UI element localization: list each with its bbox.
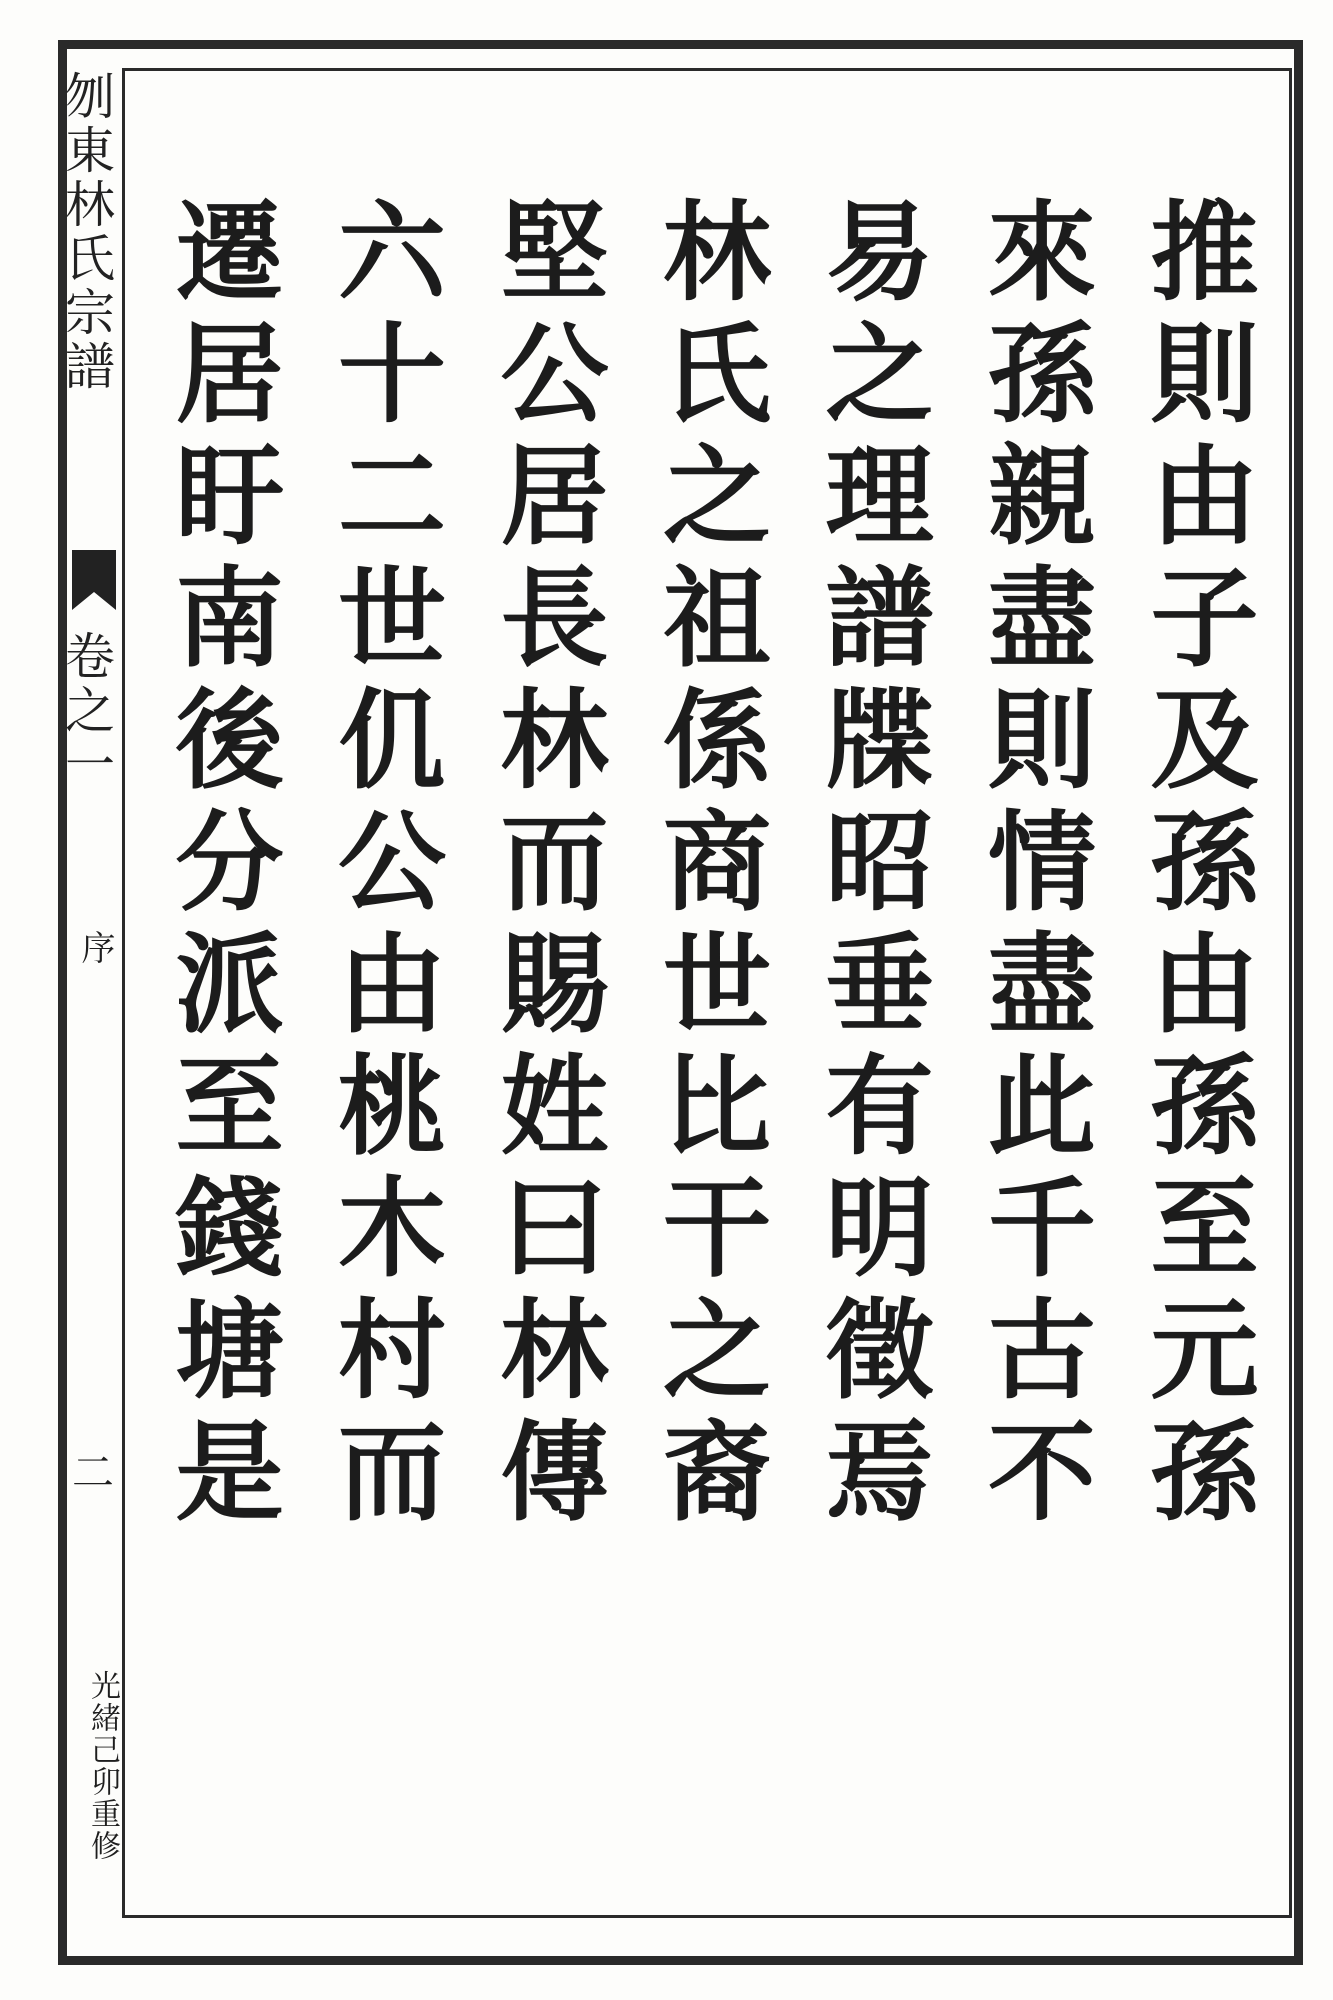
main-text [130,195,1285,1915]
page-number: 二 [66,1450,115,1492]
section-label: 序 [75,930,115,964]
fishtail-mark-icon [72,550,116,610]
margin-column [57,70,124,1920]
edition-note: 光緒己卯重修 [85,1670,120,1862]
text-column-2: 來孫親盡則情盡此千古不 [969,195,1096,1537]
text-column-1: 推則由子及孫由孫至元孫 [1132,195,1258,1537]
volume-label: 卷之一 [57,630,115,792]
text-column-3: 易之理譜牒昭垂有明徵焉 [807,195,933,1537]
text-column-4: 林氏之祖係商世比干之裔 [644,195,771,1537]
book-title: 刎東林氏宗譜 [57,70,115,394]
text-column-6: 六十二世仉公由桃木村而 [319,195,446,1537]
text-column-5: 堅公居長林而賜姓曰林傳 [482,195,608,1537]
text-column-7: 遷居盱南後分派至錢塘是 [157,195,283,1537]
